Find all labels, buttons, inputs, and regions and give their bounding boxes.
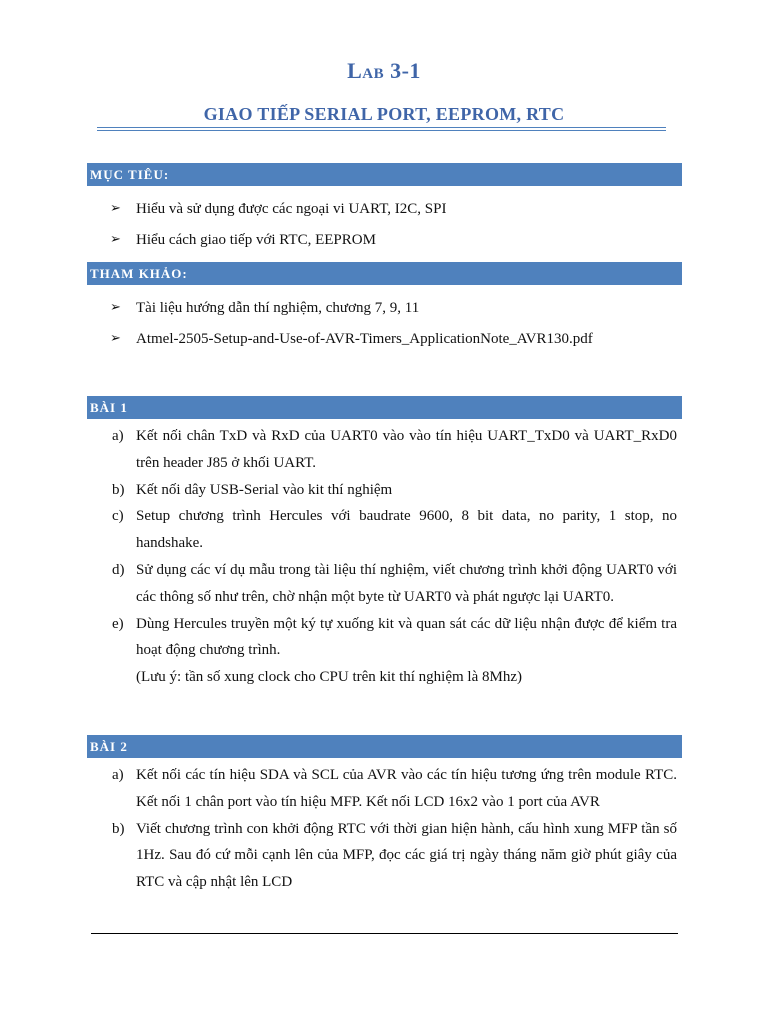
list-item-text: Tài liệu hướng dẫn thí nghiệm, chương 7, 9, 11 bbox=[136, 300, 420, 316]
task-marker: c) bbox=[112, 508, 124, 525]
task-marker: a) bbox=[112, 428, 124, 444]
section-heading-references: THAM KHẢO: bbox=[87, 262, 682, 285]
list-item-text: Atmel-2505-Setup-and-Use-of-AVR-Timers_ApplicationNote_AVR130.pdf bbox=[136, 331, 593, 347]
task-text: Kết nối dây USB-Serial vào kit thí nghiệm bbox=[136, 481, 393, 498]
list-item bbox=[110, 299, 680, 330]
task-text: Kết nối các tín hiệu SDA và SCL của AVR vào các tín hiệu tương ứng trên module RTC. Kết nối 1 chân port vào tín hiệu MFP. Kết nối LCD 16x2 vào 1 port của AVR bbox=[136, 767, 677, 810]
arrow-bullet-icon: ➢ bbox=[110, 331, 121, 346]
page-subtitle: GIAO TIẾP SERIAL PORT, EEPROM, RTC bbox=[203, 104, 565, 124]
arrow-bullet-icon: ➢ bbox=[110, 232, 121, 247]
task-text: Viết chương trình con khởi động RTC với thời gian hiện hành, cấu hình xung MFP tần số 1Hz. Sau đó cứ mỗi cạnh lên của MFP, đọc các giá trị ngày tháng năm giờ phút giây của RTC và cập nhật lên LCD bbox=[136, 820, 677, 891]
page-title: Lab 3-1 bbox=[347, 58, 421, 83]
list-item bbox=[110, 231, 680, 262]
list-item-text: Hiểu và sử dụng được các ngoại vi UART, I2C, SPI bbox=[136, 201, 447, 217]
task-marker: e) bbox=[112, 615, 124, 632]
title-underline bbox=[97, 127, 666, 131]
task-item bbox=[110, 557, 677, 611]
task-marker: b) bbox=[112, 820, 125, 837]
section-heading-bai-2: BÀI 2 bbox=[87, 735, 682, 758]
task-item bbox=[110, 503, 677, 557]
task-marker: d) bbox=[112, 561, 125, 578]
task-text: Setup chương trình Hercules với baudrate 9600, 8 bit data, no parity, 1 stop, no handshake. bbox=[136, 508, 677, 552]
task-marker: a) bbox=[112, 767, 124, 783]
section-heading-bai-1: BÀI 1 bbox=[87, 396, 682, 419]
objectives-list bbox=[110, 200, 680, 262]
references-list bbox=[110, 299, 680, 361]
task-text: Sử dụng các ví dụ mẫu trong tài liệu thí nghiệm, viết chương trình khởi động UART0 với các thông số như trên, chờ nhận một byte từ UART0 và phát ngược lại UART0. bbox=[136, 561, 677, 605]
footer-divider bbox=[91, 933, 678, 934]
task-text: Dùng Hercules truyền một ký tự xuống kit và quan sát các dữ liệu nhận được để kiểm tra hoạt động chương trình. bbox=[136, 615, 677, 659]
task-item bbox=[110, 477, 677, 504]
list-item bbox=[110, 330, 680, 361]
arrow-bullet-icon: ➢ bbox=[110, 201, 121, 216]
bai-1-task-list bbox=[110, 423, 677, 691]
task-text: Kết nối chân TxD và RxD của UART0 vào vào tín hiệu UART_TxD0 và UART_RxD0 trên header J85 ở khối UART. bbox=[136, 428, 677, 471]
task-item bbox=[110, 611, 677, 691]
task-note: (Lưu ý: tần số xung clock cho CPU trên kit thí nghiệm là 8Mhz) bbox=[136, 669, 522, 686]
list-item bbox=[110, 200, 680, 231]
task-item bbox=[110, 816, 677, 896]
arrow-bullet-icon: ➢ bbox=[110, 300, 121, 315]
task-item bbox=[110, 762, 677, 816]
task-item bbox=[110, 423, 677, 477]
section-heading-objectives: MỤC TIÊU: bbox=[87, 163, 682, 186]
bai-2-task-list bbox=[110, 762, 677, 896]
list-item-text: Hiểu cách giao tiếp với RTC, EEPROM bbox=[136, 232, 376, 248]
task-marker: b) bbox=[112, 481, 125, 498]
